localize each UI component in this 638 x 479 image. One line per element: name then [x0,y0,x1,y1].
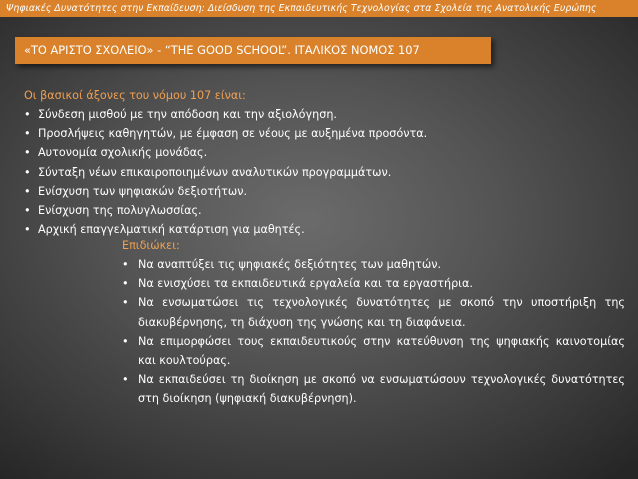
list-item: • Σύνταξη νέων επικαιροποιημένων αναλυτικών προγραμμάτων. [24,163,624,182]
header-banner: Ψηφιακές Δυνατότητες στην Εκπαίδευση: Διείσδυση της Εκπαιδευτικής Τεχνολογίας στα Σχολεία της Ανατολικής Ευρώπης [0,0,638,17]
list-item: • Ενίσχυση των ψηφιακών δεξιοτήτων. [24,182,624,201]
list-item: • Ενίσχυση της πολυγλωσσίας. [24,201,624,220]
list-item: • Να ενσωματώσει τις τεχνολογικές δυνατότητες με σκοπό την υποστήριξη της διακυβέρνησης, τη διάχυση της γνώσης και τη διαφάνεια. [122,293,625,331]
list-item: • Αυτονομία σχολικής μονάδας. [24,143,624,162]
goals-list [122,255,625,409]
list-item: • Αρχική επαγγελματική κατάρτιση για μαθητές. [24,220,624,239]
axes-heading: Οι βασικοί άξονες του νόμου 107 είναι: [24,89,246,102]
slide-title: «ΤΟ ΑΡΙΣΤΟ ΣΧΟΛΕΙΟ» - “THE GOOD SCHOOL”. ΙΤΑΛΙΚΟΣ ΝΟΜΟΣ 107 [15,37,491,64]
list-item: • Σύνδεση μισθού με την απόδοση και την αξιολόγηση. [24,105,624,124]
list-item: • Να ενισχύσει τα εκπαιδευτικά εργαλεία και τα εργαστήρια. [122,274,625,293]
list-item: • Να αναπτύξει τις ψηφιακές δεξιότητες των μαθητών. [122,255,625,274]
list-item: • Να εκπαιδεύσει τη διοίκηση με σκοπό να ενσωματώσουν τεχνολογικές δυνατότητες στη διοίκηση (ψηφιακή διακυβέρνηση). [122,370,625,408]
list-item: • Να επιμορφώσει τους εκπαιδευτικούς στην κατεύθυνση της ψηφιακής καινοτομίας και κουλτούρας. [122,332,625,370]
goals-heading: Επιδιώκει: [122,239,180,252]
goals-section [122,236,625,409]
axes-list [24,105,624,239]
list-item: • Προσλήψεις καθηγητών, με έμφαση σε νέους με αυξημένα προσόντα. [24,124,624,143]
axes-section [24,86,624,239]
